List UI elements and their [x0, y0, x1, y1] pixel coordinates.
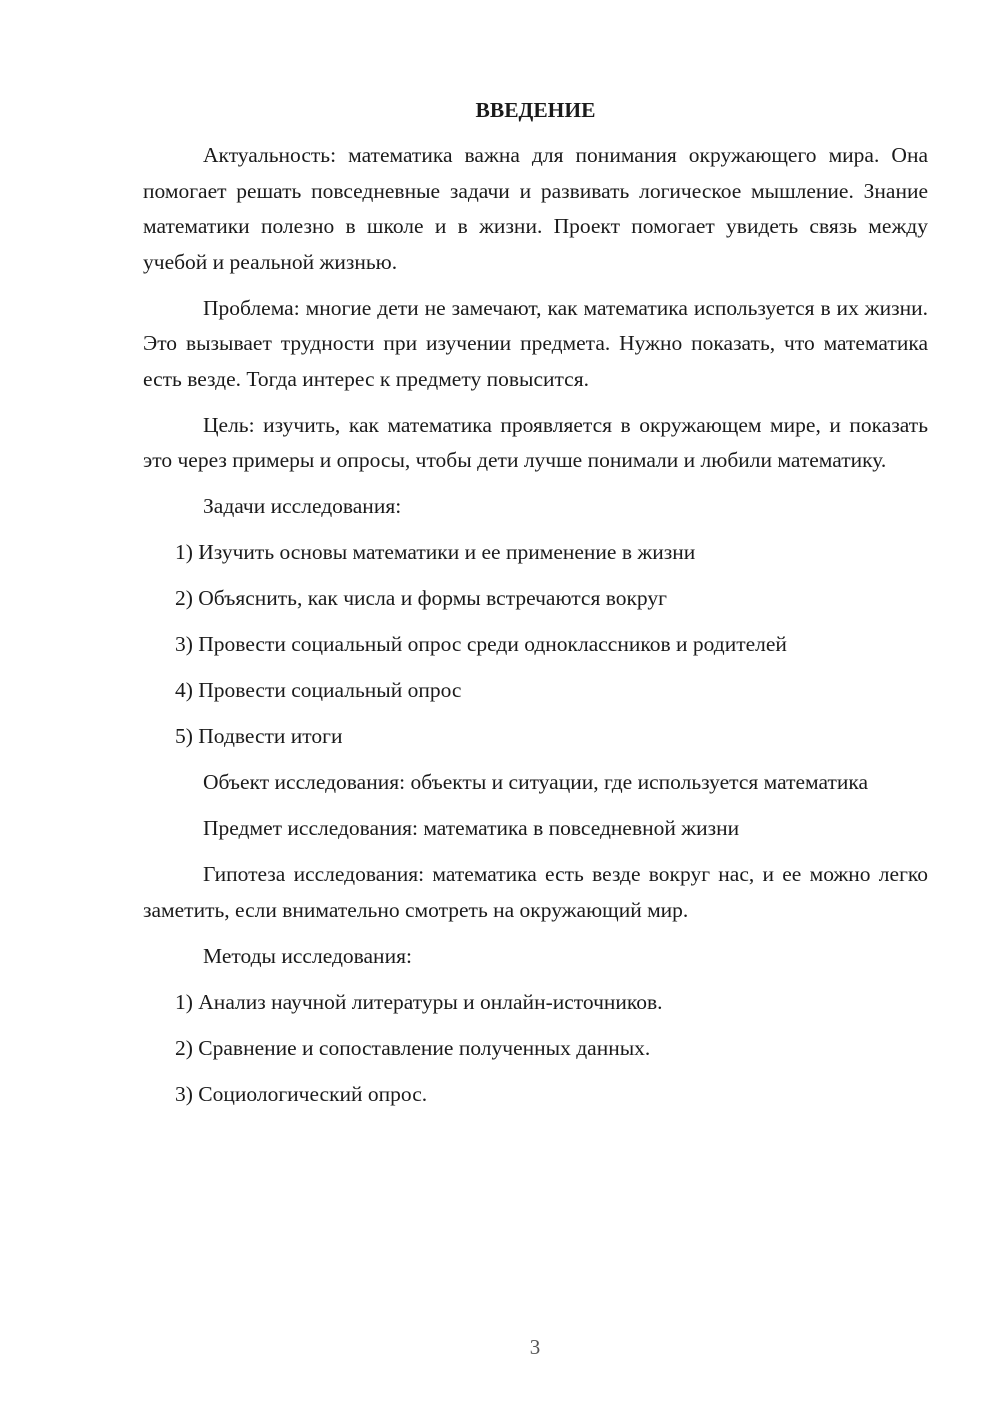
object-paragraph: Объект исследования: объекты и ситуации, где используется математика [203, 770, 869, 794]
page-content [143, 93, 928, 1123]
tasks-title: Задачи исследования: [203, 494, 402, 518]
relevance-paragraph: Актуальность: математика важна для понимания окружающего мира. Она помогает решать повседневные задачи и развивать логическое мышление. Знание математики полезно в школе и в жизни. Проект помогает увидеть связь между учебой и реальной жизнью. [143, 143, 928, 274]
task-item: 4) Провести социальный опрос [175, 678, 462, 702]
task-item: 3) Провести социальный опрос среди одноклассников и родителей [175, 632, 787, 656]
task-item: 2) Объяснить, как числа и формы встречаются вокруг [175, 586, 667, 610]
task-item: 1) Изучить основы математики и ее применение в жизни [175, 540, 696, 564]
method-item: 3) Социологический опрос. [175, 1081, 428, 1106]
section-heading: ВВЕДЕНИЕ [475, 98, 596, 122]
page-number: 3 [529, 1335, 541, 1359]
hypothesis-paragraph: Гипотеза исследования: математика есть везде вокруг нас, и ее можно легко заметить, если внимательно смотреть на окружающий мир. [143, 862, 928, 922]
methods-title: Методы исследования: [203, 943, 412, 968]
method-item: 2) Сравнение и сопоставление полученных данных. [175, 1035, 651, 1060]
problem-paragraph: Проблема: многие дети не замечают, как математика используется в их жизни. Это вызывает трудности при изучении предмета. Нужно показать, что математика есть везде. Тогда интерес к предмету повысится. [143, 295, 928, 391]
subject-paragraph: Предмет исследования: математика в повседневной жизни [203, 816, 740, 840]
goal-paragraph: Цель: изучить, как математика проявляется в окружающем мире, и показать это через примеры и опросы, чтобы дети лучше понимали и любили математику. [143, 412, 928, 472]
method-item: 1) Анализ научной литературы и онлайн-источников. [175, 989, 663, 1014]
task-item: 5) Подвести итоги [175, 724, 343, 748]
